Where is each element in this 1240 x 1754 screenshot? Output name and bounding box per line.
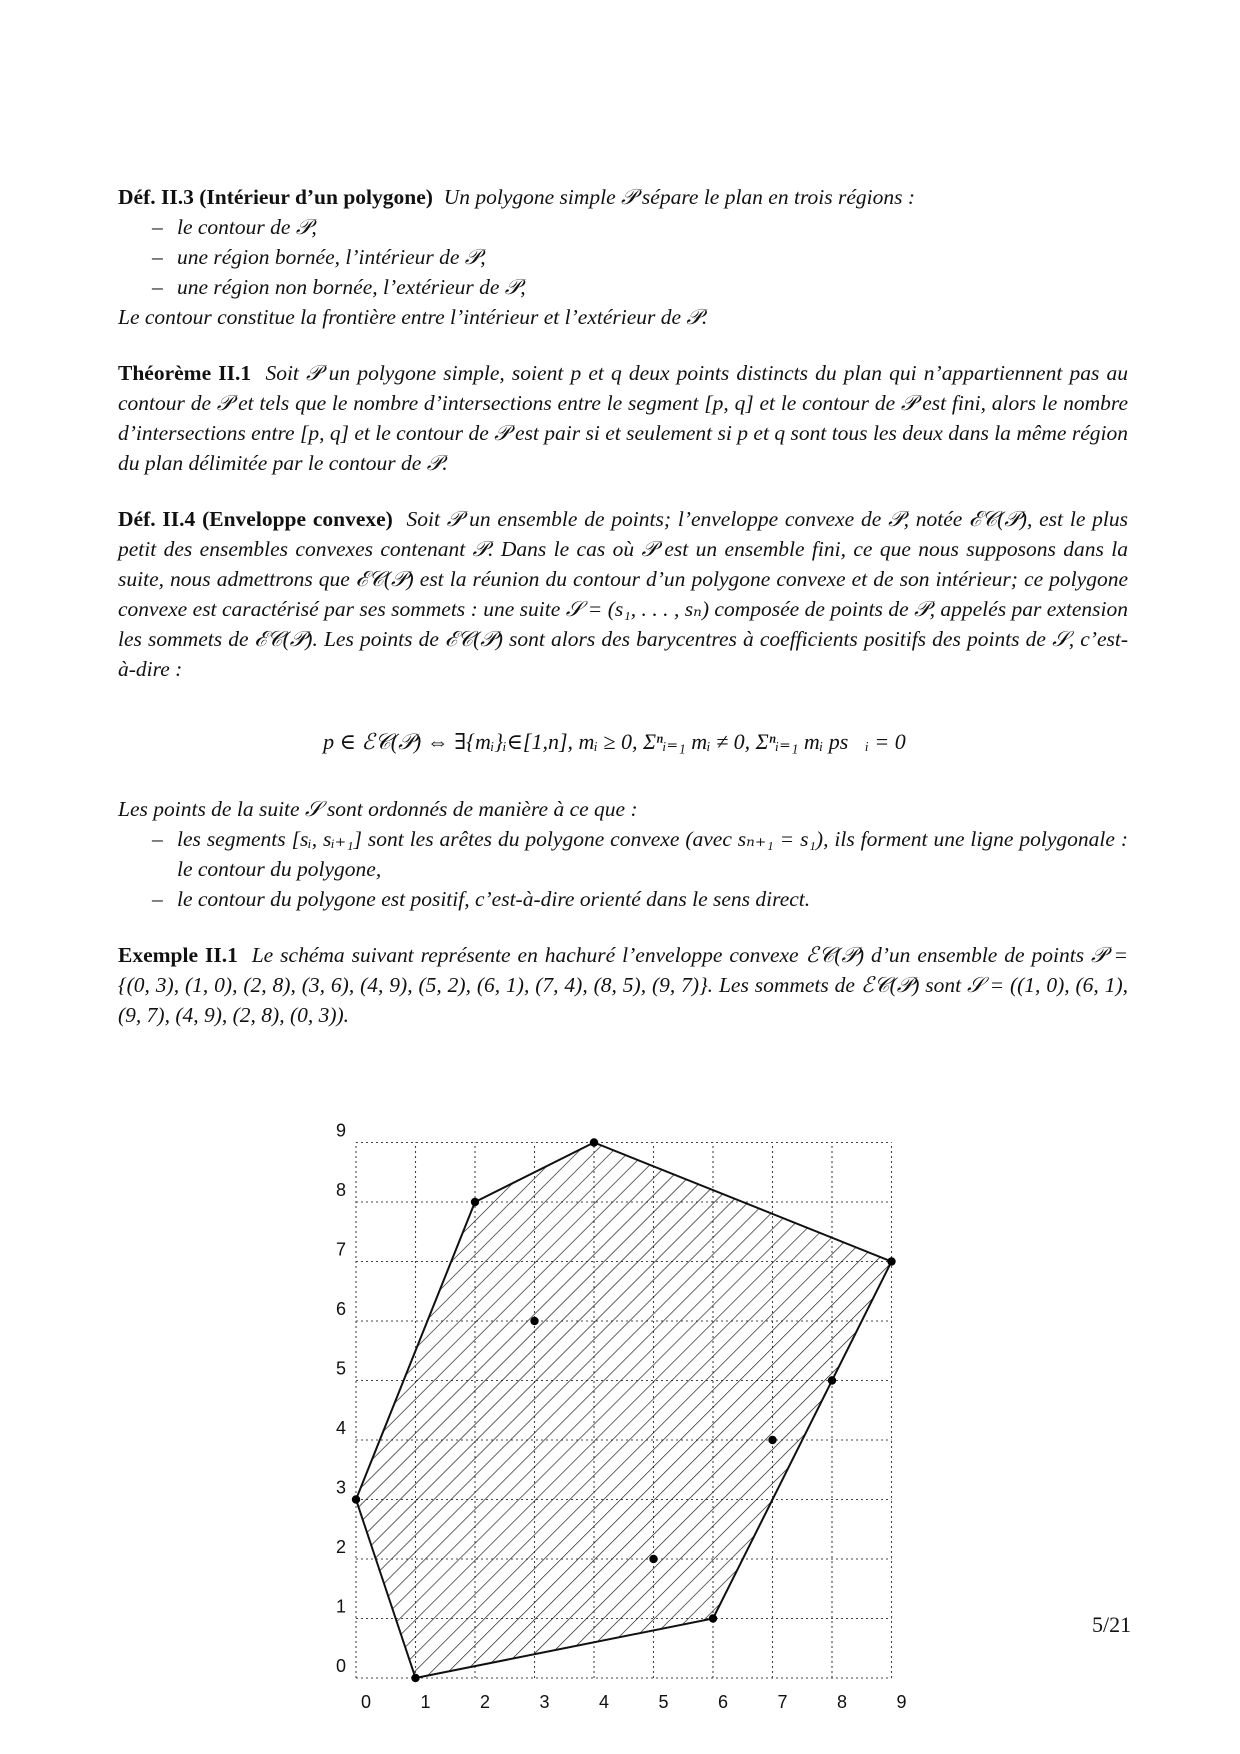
y-tick-label: 7 xyxy=(335,1239,346,1260)
page-content xyxy=(118,182,1128,1030)
example-ii1 xyxy=(118,940,1128,1030)
x-tick-label: 3 xyxy=(539,1692,550,1712)
x-tick-label: 2 xyxy=(479,1692,491,1712)
ordering-list xyxy=(118,824,1128,914)
x-tick-label: 9 xyxy=(896,1692,907,1712)
definition-ii4 xyxy=(118,504,1128,684)
x-tick-label: 4 xyxy=(598,1692,610,1712)
y-tick-label: 6 xyxy=(335,1299,346,1319)
x-tick-label: 8 xyxy=(836,1692,848,1712)
data-point xyxy=(530,1317,538,1325)
x-tick-label: 0 xyxy=(360,1692,372,1712)
definition-ii3-list xyxy=(118,212,1128,302)
y-tick-label: 9 xyxy=(335,1120,346,1141)
definition-ii3-conclusion: Le contour constitue la frontière entre l’intérieur et l’extérieur de 𝒫. xyxy=(118,305,708,329)
ordering-intro: Les points de la suite 𝒮 sont ordonnés de manière à ce que : xyxy=(118,797,638,821)
data-point xyxy=(768,1436,776,1444)
x-tick-label: 6 xyxy=(717,1692,729,1712)
y-tick-label: 8 xyxy=(335,1180,346,1200)
example-ii1-label: Exemple II.1 xyxy=(118,943,238,967)
data-point xyxy=(709,1614,717,1622)
data-point xyxy=(471,1198,479,1206)
definition-ii3-intro: Un polygone simple 𝒫 sépare le plan en trois régions : xyxy=(443,185,916,209)
theorem-ii1 xyxy=(118,358,1128,478)
data-point xyxy=(590,1138,598,1146)
ordering-section xyxy=(118,794,1128,914)
convex-hull-chart xyxy=(300,1090,920,1730)
data-point xyxy=(828,1376,836,1384)
definition-ii3 xyxy=(118,182,1128,332)
list-item: – le contour de 𝒫, xyxy=(152,212,1128,242)
definition-ii4-label: Déf. II.4 (Enveloppe convexe) xyxy=(118,507,393,531)
theorem-ii1-label: Théorème II.1 xyxy=(118,361,252,385)
example-ii1-text: Le schéma suivant représente en hachuré l’enveloppe convexe ℰ𝒞(𝒫) d’un ensemble de points 𝒫 = {(0, 3), (1, 0), (2, 8), (3, 6), (4, 9), (5, 2), (6, 1), (7, 4), (8, 5), (9, 7)}. Les sommets de ℰ𝒞(𝒫) sont 𝒮 = ((1, 0), (6, 1), (9, 7), (4, 9), (2, 8), (0, 3)). xyxy=(118,943,1128,1027)
x-tick-label: 1 xyxy=(420,1692,431,1712)
list-item: – le contour du polygone est positif, c’est-à-dire orienté dans le sens direct. xyxy=(152,884,1128,914)
list-item: – une région bornée, l’intérieur de 𝒫, xyxy=(152,242,1128,272)
convex-hull-polygon xyxy=(356,1143,892,1679)
data-point xyxy=(649,1555,657,1563)
y-tick-label: 4 xyxy=(335,1418,346,1438)
page-number: 5/21 xyxy=(1092,1612,1132,1637)
y-tick-label: 1 xyxy=(335,1596,346,1617)
list-item: – les segments [sᵢ, sᵢ₊₁] sont les arêtes du polygone convexe (avec sₙ₊₁ = s₁), ils forment une ligne polygonale : le contour du polygone, xyxy=(152,824,1128,884)
list-item: – une région non bornée, l’extérieur de 𝒫, xyxy=(152,272,1128,302)
data-point xyxy=(411,1674,419,1682)
hull-polygon-layer xyxy=(356,1143,892,1679)
x-tick-label: 5 xyxy=(658,1692,669,1712)
theorem-ii1-text: Soit 𝒫 un polygone simple, soient p et q deux points distincts du plan qui n’appartiennent pas au contour de 𝒫 et tels que le nombre d’intersections entre le segment [p, q] et le contour de 𝒫 est fini, alors le nombre d’intersections entre [p, q] et le contour de 𝒫 est pair si et seulement si p et q sont tous les deux dans la même région du plan délimitée par le contour de 𝒫. xyxy=(118,361,1128,475)
y-tick-label: 2 xyxy=(335,1537,346,1557)
x-tick-label: 7 xyxy=(777,1692,788,1712)
definition-ii3-label: Déf. II.3 (Intérieur d’un polygone) xyxy=(118,185,433,209)
y-tick-label: 0 xyxy=(335,1656,346,1676)
y-tick-label: 3 xyxy=(335,1477,346,1498)
barycenter-formula: p ∈ ℰ𝒞(𝒫) ⇔ ∃{mᵢ}ᵢ∈[1,n], mᵢ ≥ 0, Σⁿᵢ₌₁ mᵢ ≠ 0, Σⁿᵢ₌₁ mᵢ ps⃗ᵢ = 0⃗ xyxy=(323,729,923,754)
data-point xyxy=(352,1495,360,1503)
definition-ii4-text: Soit 𝒫 un ensemble de points; l’enveloppe convexe de 𝒫, notée ℰ𝒞(𝒫), est le plus petit des ensembles convexes contenant 𝒫. Dans le cas où 𝒫 est un ensemble fini, ce que nous supposons dans la suite, nous admettrons que ℰ𝒞(𝒫) est la réunion du contour d’un polygone convexe et de son intérieur; ce polygone convexe est caractérisé par ses sommets : une suite 𝒮 = (s₁, . . . , sₙ) composée de points de 𝒫, appelés par extension les sommets de ℰ𝒞(𝒫). Les points de ℰ𝒞(𝒫) sont alors des barycentres à coefficients positifs des points de 𝒮, c’est-à-dire : xyxy=(118,507,1129,681)
y-tick-label: 5 xyxy=(335,1358,346,1379)
data-point xyxy=(887,1257,895,1265)
